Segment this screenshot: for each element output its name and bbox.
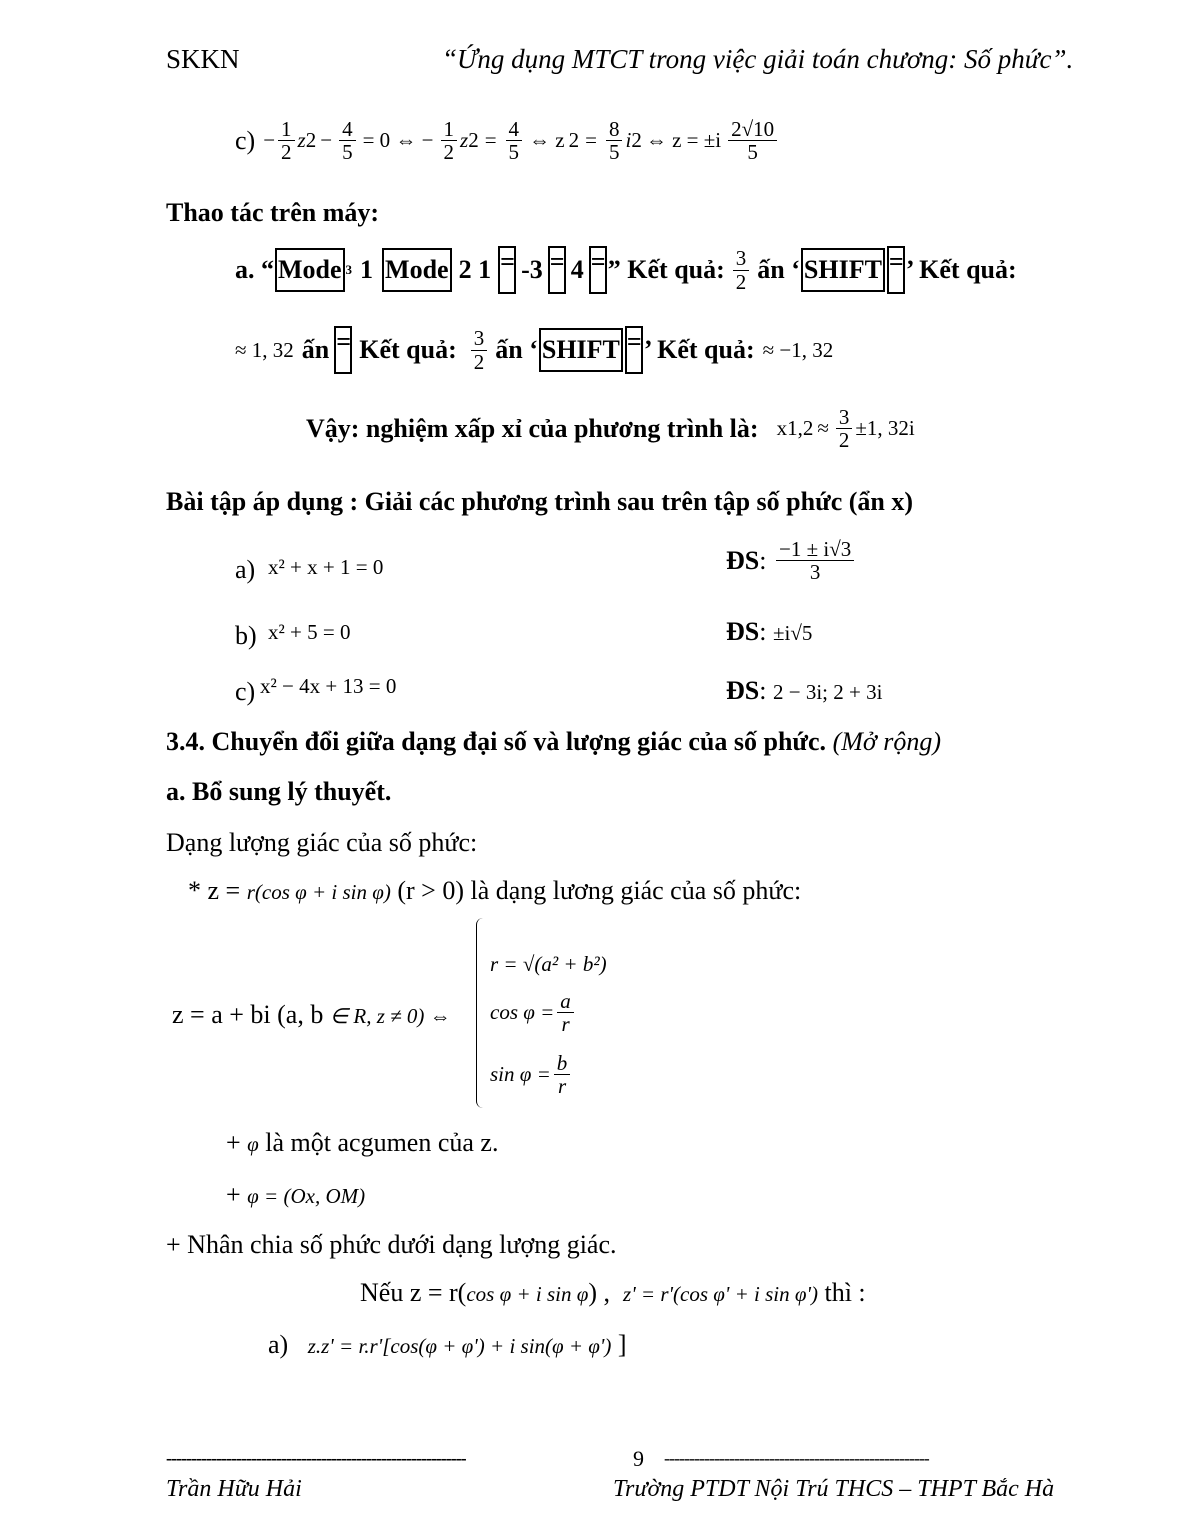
conclusion-frac	[836, 406, 853, 451]
page-number: 9	[633, 1446, 644, 1471]
ops-prefix: a. “	[235, 255, 274, 284]
exercises-heading: Bài tập áp dụng : Giải các phương trình sau trên tập số phức (ẩn x)	[166, 487, 914, 516]
answer-value: 2 − 3i; 2 + 3i	[772, 680, 883, 704]
header-left: SKKN	[166, 44, 240, 74]
frac-num: b	[554, 1052, 571, 1075]
cos-frac	[557, 990, 574, 1035]
mult-heading: + Nhân chia số phức dưới dạng lượng giác.	[166, 1230, 617, 1259]
footer-dashes-right: -----------------------------------------------------	[664, 1448, 929, 1468]
exercise-b-label: b)	[235, 621, 257, 650]
exercise-a-label: a)	[235, 555, 256, 584]
exercise-c-eq: x² − 4x + 13 = 0	[260, 674, 397, 698]
if-suffix: thì :	[824, 1278, 866, 1307]
sub-12: 1,2	[787, 416, 814, 441]
sin-lhs: sin φ =	[490, 1062, 551, 1087]
eq-c-frac-6	[728, 118, 777, 163]
frac-den: 2	[473, 349, 485, 374]
if-math-2: z' = r'(cos φ' + i sin φ')	[623, 1282, 818, 1306]
key-shift: SHIFT	[539, 328, 623, 373]
note-acgumen	[226, 1128, 498, 1158]
sup-3: 3	[345, 262, 353, 277]
exercise-b-eq: x² + 5 = 0	[268, 620, 351, 644]
eq-c-label: c)	[235, 125, 256, 155]
note-angle	[226, 1180, 365, 1210]
frac-num: −1 ± i√3	[776, 538, 854, 561]
exercise-c-label: c)	[235, 677, 256, 706]
ops-press: ấn ‘	[757, 255, 800, 284]
key-shift: SHIFT	[801, 248, 885, 293]
var-i: i	[625, 128, 632, 153]
ops-line-b	[235, 326, 833, 374]
conclusion	[306, 406, 915, 451]
system-sin	[490, 1052, 573, 1097]
approx-value-neg: ≈ −1, 32	[762, 337, 834, 362]
footer-dashes-left: ------------------------------------------------------------	[166, 1448, 466, 1468]
system-lhs: z = a + bi (a, b	[172, 1000, 324, 1029]
note-math: φ = (Ox, OM)	[247, 1184, 366, 1208]
frac-den: 2	[838, 428, 850, 453]
exercise-b-answer: ĐS: ±i√5	[726, 617, 813, 646]
note-math: φ	[247, 1132, 259, 1156]
frac-num: 3	[471, 327, 488, 350]
approx-value: ≈ 1, 32	[235, 337, 294, 362]
approx-sign: ≈	[817, 416, 829, 441]
frac-den: 2	[735, 269, 747, 294]
exercise-a-answer: ĐS : $\frac{-1 \pm i√3}{3}$	[726, 538, 857, 583]
exercise-c-answer: ĐS: 2 − 3i; 2 + 3i	[726, 676, 883, 705]
ops-result-label-2: ’ Kết quả:	[643, 335, 755, 364]
note-text: là một acgumen của z.	[265, 1128, 499, 1157]
conclusion-tail: ±1, 32i	[855, 416, 915, 441]
formula-label: a)	[268, 1330, 289, 1359]
footer-school: Trường PTDT Nội Trú THCS – THPT Bắc Hà	[613, 1476, 1055, 1502]
if-prefix: Nếu z = r(	[360, 1278, 467, 1307]
system-left	[172, 1000, 451, 1030]
eq-c-frac-2	[339, 118, 356, 163]
if-math-1: cos φ + i sin φ	[466, 1282, 589, 1306]
ops-press: ấn ‘	[495, 335, 538, 364]
if-line	[360, 1278, 866, 1308]
frac-num: 2√10	[728, 118, 777, 141]
ops-minus-3: -3	[521, 255, 543, 284]
formula-a	[268, 1330, 627, 1360]
system-lhs-math: ∈ R, z ≠ 0) ⇔	[329, 1004, 451, 1028]
ops-result-label-2: ’ Kết quả:	[905, 255, 1017, 284]
equation-c: c) − $\frac{1}{2}$ z 2 − $\frac{4}{5}$ = 0 ⇔ − $\frac{1}{2}$ z 2 = $\frac{4}{5}$ ⇔ z 2 = $\frac{8}{5}$ i 2 ⇔ z = ±i $\frac{2√10}{5}$	[235, 118, 780, 163]
ops-press: ấn	[301, 335, 330, 364]
conclusion-text: Vậy: nghiệm xấp xỉ của phương trình là:	[306, 413, 759, 443]
key-equals: =	[625, 326, 643, 374]
answer-frac	[776, 538, 854, 583]
frac-den: r	[557, 1074, 567, 1099]
var-z: z	[297, 128, 306, 153]
key-equals: =	[589, 246, 607, 294]
ops-frac	[471, 327, 488, 372]
answer-value: ±i√5	[772, 621, 813, 645]
ops-result-label: ” Kết quả:	[607, 255, 725, 284]
eq-c-frac-3	[441, 118, 458, 163]
section-title: 3.4. Chuyển đổi giữa dạng đại số và lượng giác của số phức.	[166, 727, 827, 756]
frac-den: 2	[281, 140, 292, 165]
var-z: z	[460, 128, 469, 153]
ops-four: 4	[570, 255, 584, 284]
key-equals: =	[887, 246, 905, 294]
eq-c-minus-2: −	[320, 128, 333, 153]
frac-num: a	[557, 990, 574, 1013]
trig-prefix: * z =	[188, 876, 241, 905]
frac-num: 4	[506, 118, 523, 141]
system-cos	[490, 990, 577, 1035]
system-r: r = √(a² + b²)	[490, 952, 607, 976]
frac-num: 1	[441, 118, 458, 141]
trig-definition	[188, 876, 801, 906]
eq-c-frac-1	[278, 118, 295, 163]
frac-den: 5	[342, 140, 353, 165]
frac-den: 5	[747, 140, 758, 165]
eq-c-frac-5	[606, 118, 623, 163]
frac-num: 4	[339, 118, 356, 141]
frac-den: 5	[508, 140, 520, 165]
eq-c-result: ⇔ z = ±i	[645, 128, 722, 153]
note-plus: +	[226, 1180, 241, 1209]
section-note: (Mở rộng)	[832, 727, 942, 756]
ops-result-label: Kết quả:	[359, 335, 457, 364]
key-equals: =	[498, 246, 516, 294]
if-mid: ) ,	[588, 1278, 611, 1307]
key-mode: Mode	[275, 248, 345, 293]
eq-c-equiv: = 0 ⇔ −	[362, 128, 434, 153]
ops-line-a	[235, 246, 1017, 294]
ds-label: ĐS	[726, 676, 760, 705]
sin-frac	[554, 1052, 571, 1097]
ops-frac	[733, 247, 750, 292]
ds-label: ĐS	[726, 545, 760, 575]
footer-author: Trần Hữu Hải	[166, 1476, 302, 1502]
frac-num: 1	[278, 118, 295, 141]
formula-bracket: ]	[617, 1330, 627, 1359]
ops-one: 1	[360, 255, 374, 284]
key-equals: =	[548, 246, 566, 294]
frac-num: 8	[606, 118, 623, 141]
formula-math: z.z' = r.r'[cos(φ + φ') + i sin(φ + φ')	[307, 1334, 612, 1358]
system-brace	[476, 918, 483, 1108]
eq-sign: =	[585, 128, 597, 153]
trig-intro: Dạng lượng giác của số phức:	[166, 828, 478, 857]
trig-suffix: (r > 0) là dạng lương giác của số phức:	[397, 876, 802, 905]
trig-formula: r(cos φ + i sin φ)	[246, 880, 391, 904]
eq-c-minus: −	[263, 128, 276, 153]
ops-two-one: 2 1	[458, 255, 492, 284]
eq-sign: =	[484, 128, 497, 153]
exercise-a-eq: x² + x + 1 = 0	[268, 555, 384, 579]
frac-den: 5	[608, 140, 620, 165]
eq-c-iff: ⇔ z	[529, 128, 565, 153]
ds-label: ĐS	[726, 617, 760, 646]
var-x: x	[776, 416, 788, 441]
frac-num: 3	[733, 247, 750, 270]
frac-den: 2	[443, 140, 455, 165]
subsection-a: a. Bổ sung lý thuyết.	[166, 777, 392, 806]
frac-den: 3	[809, 560, 821, 585]
cos-lhs: cos φ =	[490, 1000, 555, 1025]
section-3-4	[166, 727, 941, 757]
key-mode-2: Mode	[382, 248, 452, 293]
key-equals: =	[334, 326, 352, 374]
heading-ops: Thao tác trên máy:	[166, 198, 380, 227]
header-title: “Ứng dụng MTCT trong việc giải toán chương: Số phức”.	[442, 44, 1074, 74]
note-plus: +	[226, 1128, 241, 1157]
frac-num: 3	[836, 406, 853, 429]
frac-den: r	[561, 1012, 570, 1037]
eq-c-frac-4	[506, 118, 523, 163]
